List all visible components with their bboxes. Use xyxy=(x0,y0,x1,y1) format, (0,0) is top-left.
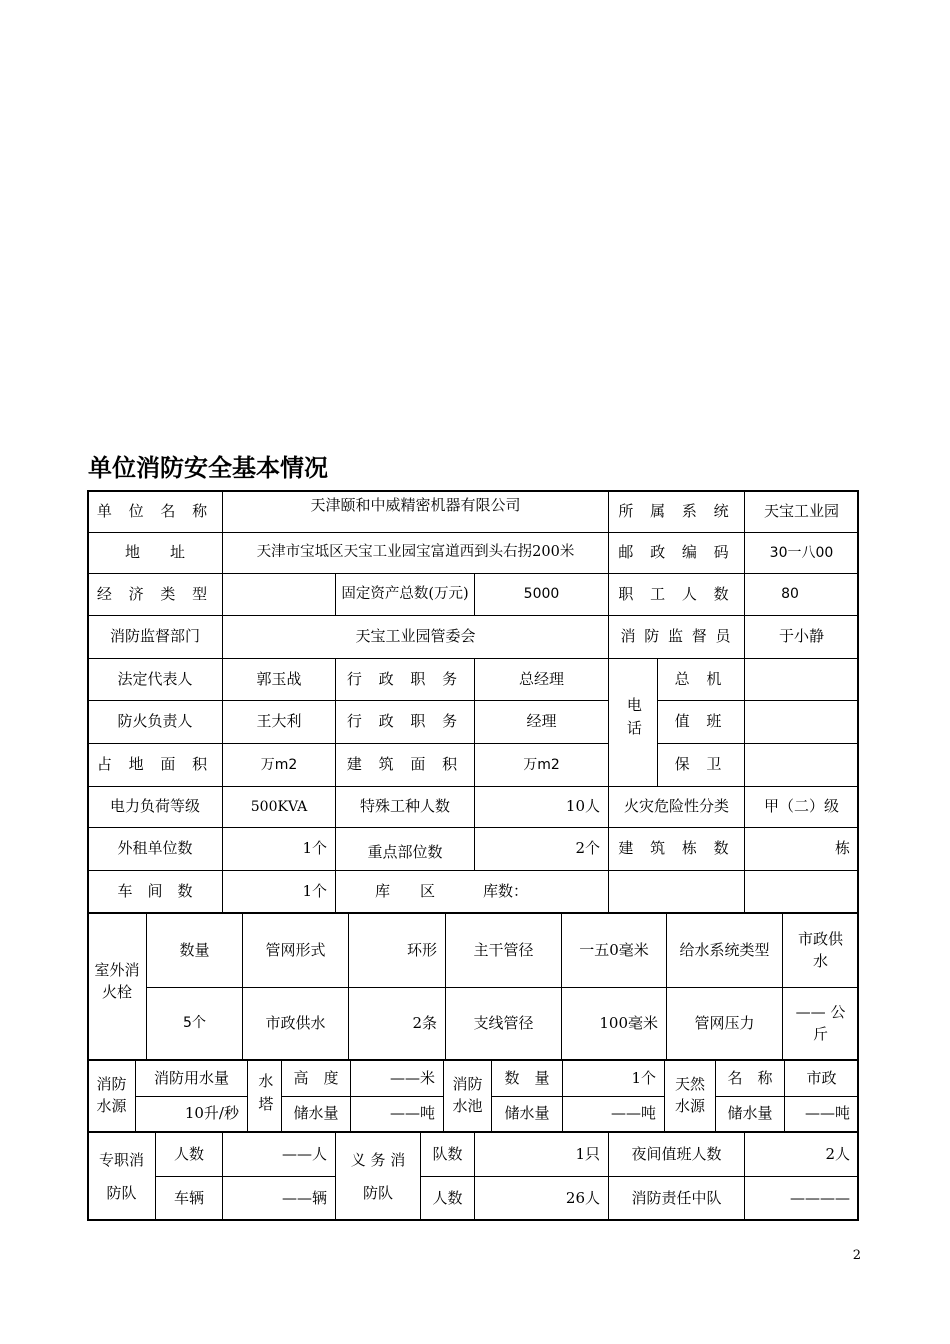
tel-guard xyxy=(745,744,858,786)
pressure-label: 管网压力 xyxy=(694,1013,755,1032)
address: 天津市宝坻区天宝工业园宝富道西到头右拐200米 xyxy=(256,544,575,561)
legal-rep: 郭玉战 xyxy=(256,669,302,688)
supply-type-label: 给水系统类型 xyxy=(679,940,770,959)
tel-main-label: 总 机 xyxy=(674,669,728,688)
fire-officer-position: 经理 xyxy=(526,712,557,731)
special-workers: 10人 xyxy=(565,797,600,816)
pool-label: 消防水池 xyxy=(452,1075,483,1115)
main-pipe: 一五0毫米 xyxy=(579,940,649,959)
assets-label: 固定资产总数(万元) xyxy=(341,585,469,602)
officer-label: 消 防 监 督 员 xyxy=(620,627,733,646)
night-duty-label: 夜间值班人数 xyxy=(631,1144,722,1163)
power-label: 电力负荷等级 xyxy=(109,797,200,816)
econ-type xyxy=(223,574,335,615)
water-label: 消防水源 xyxy=(96,1075,127,1115)
supervision-dept: 天宝工业园管委会 xyxy=(355,627,476,646)
fire-officer: 王大利 xyxy=(256,712,302,731)
resp-team: ———— xyxy=(790,1188,850,1207)
team-count: 1只 xyxy=(575,1144,600,1163)
hydrant-qty: 5个 xyxy=(183,1015,206,1032)
pool-qty-label: 数 量 xyxy=(504,1068,550,1087)
hydrant-label: 室外消火栓 xyxy=(94,961,140,1001)
building-count-label: 建 筑 栋 数 xyxy=(618,839,735,858)
water-use-label: 消防用水量 xyxy=(153,1068,229,1087)
tel-duty-label: 值 班 xyxy=(674,712,728,731)
branch-count: 2条 xyxy=(412,1013,437,1032)
night-duty: 2人 xyxy=(825,1144,850,1163)
page-number: 2 xyxy=(852,1248,861,1263)
postal-label: 邮 政 编 码 xyxy=(618,543,735,562)
hazard-label: 火灾危险性分类 xyxy=(623,797,729,816)
storage-label: 库 区 xyxy=(374,881,435,900)
telephone-label: 电话 xyxy=(624,697,643,743)
building-count: 栋 xyxy=(834,839,850,858)
water-use: 10升/秒 xyxy=(184,1104,239,1123)
tower-height-label: 高 度 xyxy=(293,1068,339,1087)
land-area: 万m2 xyxy=(260,756,298,773)
net-type-label: 管网形式 xyxy=(265,940,326,959)
tel-guard-label: 保 卫 xyxy=(674,755,728,774)
rented-units-label: 外租单位数 xyxy=(117,839,193,858)
assets-value: 5000 xyxy=(523,586,560,603)
pool-qty: 1个 xyxy=(631,1068,656,1087)
main-pipe-label: 主干管径 xyxy=(473,940,534,959)
storage-count: 库数： xyxy=(483,881,529,900)
key-parts: 2个 xyxy=(575,839,600,858)
unit-name: 天津颐和中威精密机器有限公司 xyxy=(310,496,521,515)
natural-store-label: 储水量 xyxy=(727,1104,773,1123)
tel-duty xyxy=(745,701,858,743)
staff-count: 80 xyxy=(781,586,799,603)
tel-main xyxy=(745,659,858,700)
system-label: 所 属 系 统 xyxy=(618,501,735,520)
staff-label: 职 工 人 数 xyxy=(618,584,735,603)
pro-vehicle-label: 车辆 xyxy=(173,1188,204,1207)
team-count-label: 队数 xyxy=(432,1144,463,1163)
pro-people: ——人 xyxy=(281,1144,327,1163)
natural-store: ——吨 xyxy=(804,1104,850,1123)
unit-name-label: 单 位 名 称 xyxy=(96,501,214,520)
branch-pipe: 100毫米 xyxy=(599,1013,658,1032)
address-label: 地 址 xyxy=(124,543,185,562)
branch-pipe-label: 支线管径 xyxy=(473,1013,534,1032)
supply-type: 市政供水 xyxy=(797,929,843,970)
pool-store: ——吨 xyxy=(610,1104,656,1123)
workshop-label: 车 间 数 xyxy=(117,881,193,900)
workshop-count: 1个 xyxy=(302,881,327,900)
volunteer-team-label: 义 务 消防队 xyxy=(350,1151,406,1202)
postal-code: 30一八00 xyxy=(769,544,834,561)
supervision-dept-label: 消防监督部门 xyxy=(109,627,200,646)
key-parts-label: 重点部位数 xyxy=(367,843,443,862)
officer: 于小静 xyxy=(778,627,824,646)
land-area-label: 占 地 面 积 xyxy=(96,755,214,774)
pro-vehicle: ——辆 xyxy=(281,1188,327,1207)
system-value: 天宝工业园 xyxy=(763,501,839,520)
hydrant-qty-label: 数量 xyxy=(179,940,210,959)
econ-type-label: 经 济 类 型 xyxy=(96,584,214,603)
page-title: 单位消防安全基本情况 xyxy=(88,454,328,482)
water-source: 市政供水 xyxy=(265,1013,326,1032)
legal-rep-label: 法定代表人 xyxy=(117,669,193,688)
vol-people: 26人 xyxy=(565,1188,600,1207)
pressure: —— 公斤 xyxy=(795,1002,846,1043)
legal-rep-position: 总经理 xyxy=(518,669,564,688)
position-label: 行 政 职 务 xyxy=(346,712,464,731)
tower-store-label: 储水量 xyxy=(293,1104,339,1123)
tower-height: ——米 xyxy=(389,1068,435,1087)
vol-people-label: 人数 xyxy=(432,1188,463,1207)
building-area: 万m2 xyxy=(523,756,560,773)
pool-store-label: 储水量 xyxy=(504,1104,550,1123)
natural-name-label: 名 称 xyxy=(727,1068,773,1087)
pro-people-label: 人数 xyxy=(173,1144,204,1163)
fire-officer-label: 防火负责人 xyxy=(117,712,193,731)
rented-units: 1个 xyxy=(302,839,327,858)
net-type: 环形 xyxy=(406,940,437,959)
natural-label: 天然水源 xyxy=(674,1075,705,1115)
position-label: 行 政 职 务 xyxy=(346,669,464,688)
tower-label: 水塔 xyxy=(256,1073,275,1119)
hazard-class: 甲（二）级 xyxy=(763,797,839,816)
building-area-label: 建 筑 面 积 xyxy=(346,755,464,774)
resp-team-label: 消防责任中队 xyxy=(631,1188,722,1207)
tower-store: ——吨 xyxy=(389,1104,435,1123)
natural-name: 市政 xyxy=(806,1068,837,1087)
special-workers-label: 特殊工种人数 xyxy=(359,797,450,816)
pro-team-label: 专职消防队 xyxy=(98,1151,144,1202)
power-value: 500KVA xyxy=(250,798,308,815)
